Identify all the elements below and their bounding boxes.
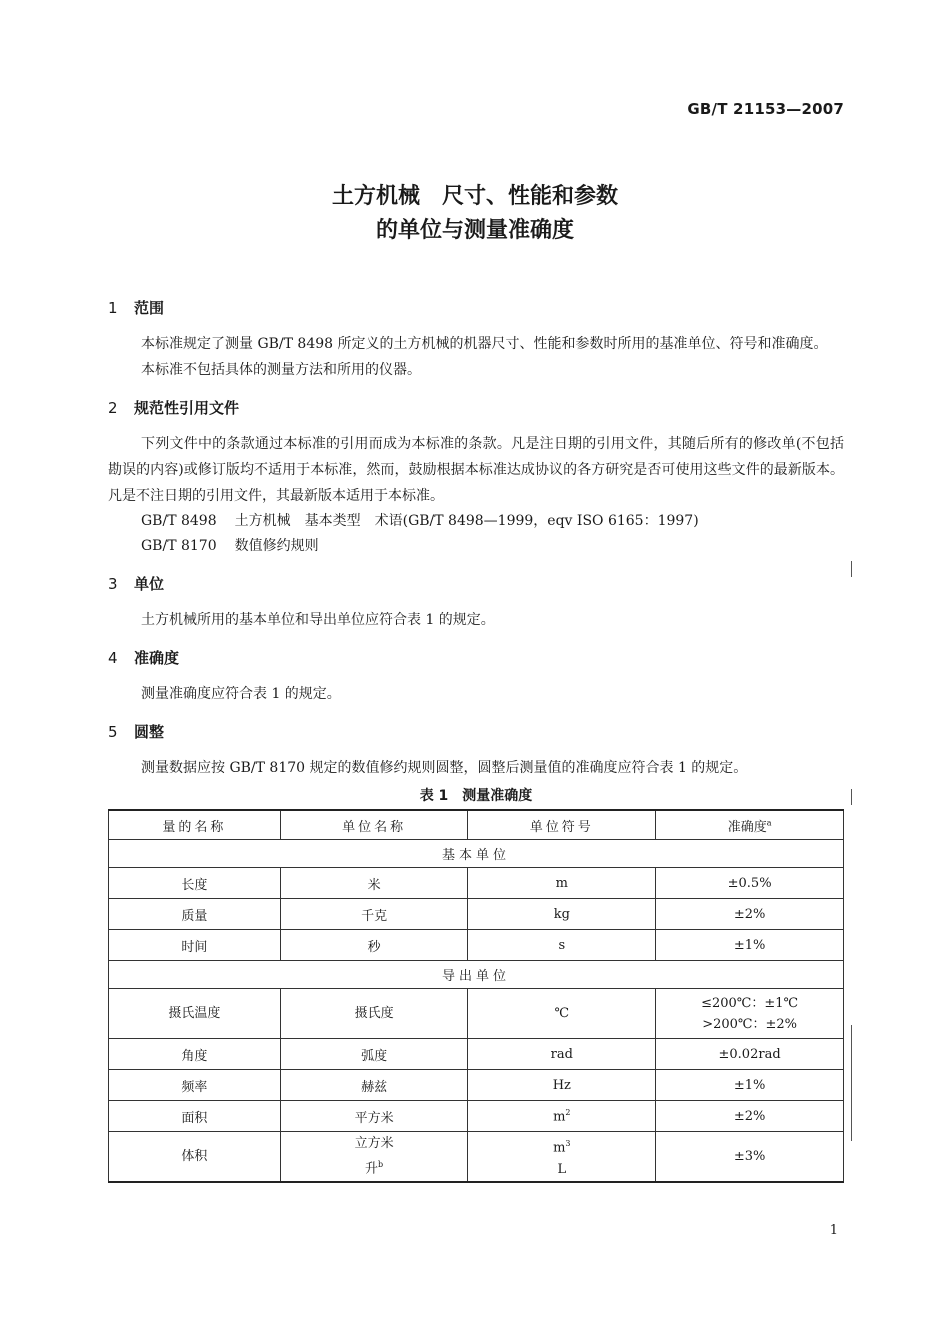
cell-quantity: 面积 bbox=[109, 1101, 281, 1132]
paragraph: 本标准规定了测量 GB/T 8498 所定义的土方机械的机器尺寸、性能和参数时所用的基准单位、符号和准确度。 bbox=[141, 336, 828, 352]
cell-quantity: 质量 bbox=[109, 899, 281, 930]
accuracy-line: ≤200℃：±1℃ bbox=[701, 995, 799, 1011]
cell-quantity: 频率 bbox=[109, 1070, 281, 1101]
cell-accuracy: ±3% bbox=[656, 1132, 844, 1183]
section-heading-rounding bbox=[108, 719, 844, 745]
group-label: 基本单位 bbox=[109, 840, 844, 868]
cell-unit: 赫兹 bbox=[280, 1070, 468, 1101]
footnote-mark: a bbox=[766, 818, 772, 828]
section-heading-normative-references bbox=[108, 395, 844, 421]
section-heading-scope bbox=[108, 295, 844, 321]
section-heading-units bbox=[108, 571, 844, 597]
cell-accuracy: ±1% bbox=[656, 1070, 844, 1101]
cell-accuracy: ±0.5% bbox=[656, 868, 844, 899]
symbol-line: L bbox=[557, 1161, 567, 1177]
reference-code: GB/T 8498 bbox=[141, 513, 217, 529]
section-heading-accuracy bbox=[108, 645, 844, 671]
document-title bbox=[0, 180, 950, 248]
section-number: 2 bbox=[108, 399, 118, 417]
section-number: 3 bbox=[108, 575, 118, 593]
standard-number: GB/T 21153—2007 bbox=[687, 100, 844, 118]
section-number: 4 bbox=[108, 649, 118, 667]
table-row bbox=[109, 930, 844, 961]
unit-text: 升 bbox=[365, 1161, 379, 1177]
cell-unit: 秒 bbox=[280, 930, 468, 961]
cell-accuracy: ±2% bbox=[656, 899, 844, 930]
table-caption: 表 1 测量准确度 bbox=[419, 788, 533, 804]
cell-accuracy: ±1% bbox=[656, 930, 844, 961]
cell-symbol: rad bbox=[468, 1039, 656, 1070]
cell-unit: 平方米 bbox=[280, 1101, 468, 1132]
cell-symbol: ℃ bbox=[468, 989, 656, 1039]
column-header: 单位符号 bbox=[468, 810, 656, 840]
column-header bbox=[656, 810, 844, 840]
table-row bbox=[109, 989, 844, 1039]
paragraph: 土方机械所用的基本单位和导出单位应符合表 1 的规定。 bbox=[141, 612, 495, 628]
cell-quantity: 摄氏温度 bbox=[109, 989, 281, 1039]
symbol-line bbox=[468, 1133, 655, 1158]
table-row bbox=[109, 1132, 844, 1183]
table-row bbox=[109, 868, 844, 899]
cell-unit: 米 bbox=[280, 868, 468, 899]
paragraph: 本标准不包括具体的测量方法和所用的仪器。 bbox=[141, 362, 421, 378]
paragraph: 测量准确度应符合表 1 的规定。 bbox=[141, 686, 341, 702]
footnote-mark: b bbox=[378, 1160, 384, 1170]
column-header-text: 准确度 bbox=[727, 819, 767, 835]
column-header: 量的名称 bbox=[109, 810, 281, 840]
cell-unit bbox=[280, 1132, 468, 1183]
cell-symbol: kg bbox=[468, 899, 656, 930]
table-group-row bbox=[109, 961, 844, 989]
unit-line: 立方米 bbox=[354, 1136, 394, 1152]
group-label: 导出单位 bbox=[109, 961, 844, 989]
cell-quantity: 体积 bbox=[109, 1132, 281, 1183]
accuracy-line: >200℃：±2% bbox=[702, 1016, 797, 1032]
section-title: 单位 bbox=[134, 575, 165, 593]
page-number: 1 bbox=[829, 1223, 838, 1238]
symbol-text: m bbox=[553, 1109, 566, 1125]
section-title: 规范性引用文件 bbox=[134, 399, 240, 417]
title-line-2: 的单位与测量准确度 bbox=[375, 218, 574, 243]
reference-item bbox=[108, 509, 844, 534]
section-title: 准确度 bbox=[134, 649, 180, 667]
table-row bbox=[109, 1039, 844, 1070]
table-header-row bbox=[109, 810, 844, 840]
section-title: 范围 bbox=[134, 299, 165, 317]
table-row bbox=[109, 1101, 844, 1132]
reference-code: GB/T 8170 bbox=[141, 538, 217, 554]
symbol-exponent: 2 bbox=[565, 1107, 571, 1117]
cell-symbol: m bbox=[468, 868, 656, 899]
reference-text: 土方机械 基本类型 术语(GB/T 8498—1999，eqv ISO 6165：1997) bbox=[234, 513, 699, 529]
section-number: 1 bbox=[108, 299, 118, 317]
cell-quantity: 角度 bbox=[109, 1039, 281, 1070]
column-header: 单位名称 bbox=[280, 810, 468, 840]
cell-accuracy: ±0.02rad bbox=[656, 1039, 844, 1070]
section-number: 5 bbox=[108, 723, 118, 741]
cell-symbol: s bbox=[468, 930, 656, 961]
title-line-1: 土方机械 尺寸、性能和参数 bbox=[331, 184, 618, 209]
revision-mark bbox=[851, 561, 852, 577]
revision-mark bbox=[851, 789, 852, 805]
cell-symbol bbox=[468, 1132, 656, 1183]
cell-unit: 弧度 bbox=[280, 1039, 468, 1070]
cell-quantity: 长度 bbox=[109, 868, 281, 899]
cell-accuracy: ±2% bbox=[656, 1101, 844, 1132]
reference-item bbox=[108, 534, 844, 559]
reference-text: 数值修约规则 bbox=[234, 538, 319, 554]
cell-symbol: Hz bbox=[468, 1070, 656, 1101]
cell-quantity: 时间 bbox=[109, 930, 281, 961]
cell-unit: 摄氏度 bbox=[280, 989, 468, 1039]
cell-accuracy bbox=[656, 989, 844, 1039]
section-title: 圆整 bbox=[134, 723, 165, 741]
table-row bbox=[109, 1070, 844, 1101]
symbol-text: m bbox=[553, 1140, 566, 1156]
revision-mark bbox=[851, 1025, 852, 1141]
symbol-exponent: 3 bbox=[565, 1139, 571, 1149]
document-body bbox=[108, 295, 844, 1183]
paragraph: 测量数据应按 GB/T 8170 规定的数值修约规则圆整，圆整后测量值的准确度应符合表 1 的规定。 bbox=[141, 760, 748, 776]
cell-symbol bbox=[468, 1101, 656, 1132]
paragraph: 下列文件中的条款通过本标准的引用而成为本标准的条款。凡是注日期的引用文件，其随后所有的修改单(不包括勘误的内容)或修订版均不适用于本标准，然而，鼓励根据本标准达成协议的各方研究是否可使用这些文件的最新版本。凡是不注日期的引用文件，其最新版本适用于本标准。 bbox=[108, 436, 844, 504]
unit-line bbox=[281, 1154, 468, 1179]
table-row bbox=[109, 899, 844, 930]
table-group-row bbox=[109, 840, 844, 868]
accuracy-table bbox=[108, 809, 844, 1183]
cell-unit: 千克 bbox=[280, 899, 468, 930]
